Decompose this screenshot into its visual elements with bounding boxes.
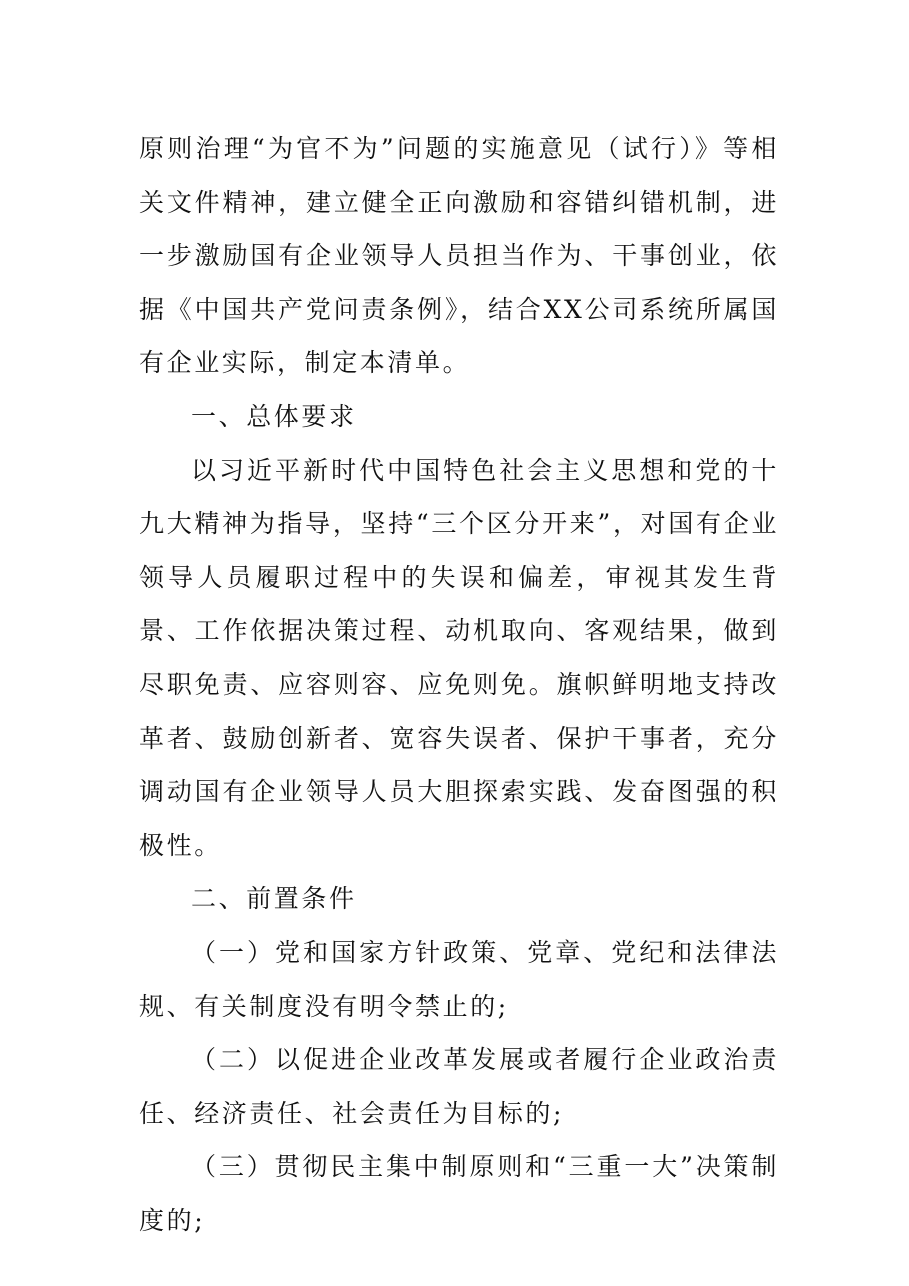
paragraph-general-requirements: 以习近平新时代中国特色社会主义思想和党的十九大精神为指导，坚持“三个区分开来”，对国有企业领导人员履职过程中的失误和偏差，审视其发生背景、工作依据决策过程、动机取向、客观结果，做到尽职免责、应容则容、应免则免。旗帜鲜明地支持改革者、鼓励创新者、宽容失误者、保护干事者，充分调动国有企业领导人员大胆探索实践、发奋图强的积极性。 [139, 455, 779, 860]
section-heading-general-requirements: 一、总体要求 [191, 401, 357, 431]
paragraph-intro-continuation: 原则治理“为官不为”问题的实施意见（试行）》等相关文件精神，建立健全正向激励和容错纠错机制，进一步激励国有企业领导人员担当作为、干事创业，依据《中国共产党问责条例》，结合XX公司系统所属国有企业实际，制定本清单。 [139, 134, 779, 378]
section-heading-preconditions: 二、前置条件 [191, 884, 357, 914]
paragraph-condition-2: （二）以促进企业改革发展或者履行企业政治责任、经济责任、社会责任为目标的; [139, 1045, 779, 1128]
paragraph-condition-1: （一）党和国家方针政策、党章、党纪和法律法规、有关制度没有明令禁止的; [139, 937, 779, 1021]
paragraph-condition-3: （三）贯彻民主集中制原则和“三重一大”决策制度的; [139, 1152, 779, 1235]
document-body [139, 122, 779, 1247]
